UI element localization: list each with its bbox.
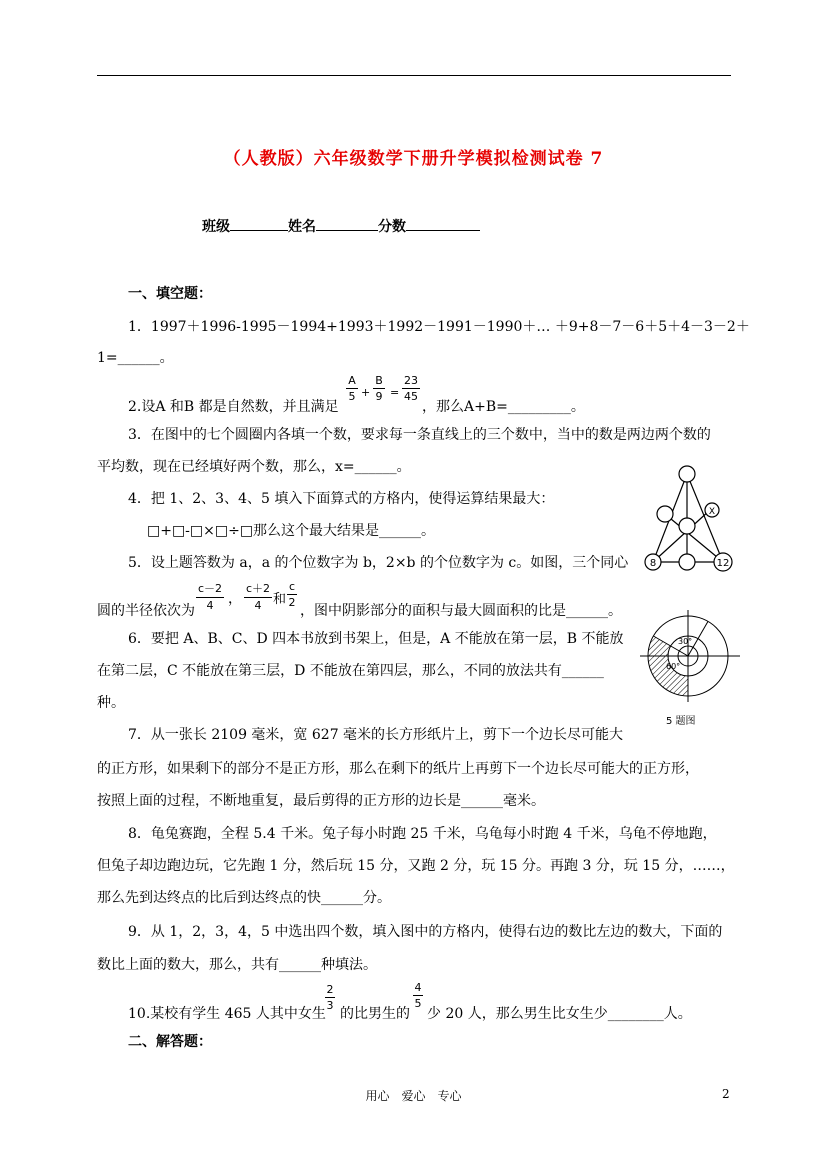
q10-mid: 的比男生的 — [340, 1006, 410, 1022]
q10-frac-1 — [325, 983, 335, 1012]
q2-suffix: ，那么A+B=_________。 — [422, 399, 585, 415]
q5-frac-2-den: 4 — [254, 599, 262, 612]
q2-frac-a-den: 5 — [348, 390, 356, 403]
q10-prefix: 10.某校有学生 465 人其中女生 — [128, 1006, 326, 1022]
q1-line2: 1=______。 — [97, 350, 174, 366]
q6-line3: 种。 — [97, 695, 125, 711]
circle-top — [679, 466, 695, 482]
circle-bottom-mid — [679, 554, 695, 570]
circles-figure — [640, 460, 740, 576]
q2-prefix: 2.设A 和B 都是自然数，并且满足 — [128, 399, 339, 415]
angle-60: 60° — [666, 662, 681, 671]
q8-line1: 8．龟兔赛跑，全程 5.4 千米。兔子每小时跑 25 千米，乌龟每小时跑 4 千米，乌龟不停地跑， — [128, 826, 717, 842]
q3-line2: 平均数，现在已经填好两个数，那么，x=______。 — [97, 459, 411, 475]
q10-frac-2 — [413, 981, 423, 1010]
header-rule — [97, 75, 731, 76]
q7-line1: 7．从一张长 2109 毫米，宽 627 毫米的长方形纸片上，剪下一个边长尽可能大 — [128, 727, 624, 743]
q1-line1: 1．1997＋1996-1995－1994+1993＋1992－1991－1990＋… ＋9+8－7－6＋5＋4－3－2＋ — [128, 319, 750, 335]
q3-line1: 3．在图中的七个圆圈内各填一个数，要求每一条直线上的三个数中，当中的数是两边两个数的 — [128, 427, 711, 443]
q7-line2: 的正方形，如果剩下的部分不是正方形，那么在剩下的纸片上再剪下一个边长尽可能大的正方形， — [97, 761, 699, 777]
q4-line2: □+□-□×□÷□那么这个最大结果是______。 — [147, 523, 436, 539]
score-label: 分数 — [378, 219, 406, 235]
q2-plus: + — [361, 386, 371, 399]
q5-frac-1-num: c－2 — [197, 582, 223, 595]
q10-frac-2-den: 5 — [414, 997, 422, 1010]
q5-frac-1-den: 4 — [206, 599, 214, 612]
q2-frac-c-num: 23 — [404, 374, 418, 387]
q5-frac-1 — [196, 580, 224, 612]
circle-center — [679, 518, 695, 534]
section-fill-in: 一、填空题： — [128, 286, 212, 302]
q2-frac-c-den: 45 — [404, 390, 418, 403]
name-label: 姓名 — [288, 219, 316, 235]
q5-line1: 5．设上题答数为 a，a 的个位数字为 b，2×b 的个位数字为 c。如图，三个同心 — [128, 555, 629, 571]
q2-frac-c — [402, 374, 420, 403]
label-12: 12 — [716, 558, 730, 569]
q8-line2: 但兔子却边跑边玩，它先跑 1 分，然后玩 15 分，又跑 2 分，玩 15 分。再跑 3 分，玩 15 分，……， — [97, 858, 735, 874]
q6-line2: 在第二层，C 不能放在第三层，D 不能放在第四层，那么，不同的放法共有______ — [97, 663, 604, 679]
q2-frac-a-num: A — [348, 374, 356, 387]
q4-line1: 4．把 1、2、3、4、5 填入下面算式的方格内，使得运算结果最大： — [128, 491, 555, 507]
q5-and: 和 — [273, 592, 287, 607]
q10-frac-1-den: 3 — [326, 999, 334, 1012]
score-blank — [406, 230, 480, 231]
q2-frac-a — [346, 374, 358, 403]
student-info — [202, 216, 480, 236]
page-title: （人教版）六年级数学下册升学模拟检测试卷 7 — [223, 149, 604, 169]
q5-frac-3-num: c — [288, 580, 296, 593]
q2-frac-b-num: B — [375, 374, 383, 387]
q9-line1: 9．从 1，2，3，4，5 中选出四个数，填入图中的方格内，使得右边的数比左边的数大，下面的 — [128, 924, 723, 940]
q2-frac-b-den: 9 — [375, 390, 383, 403]
q5-frac-2-num: c＋2 — [245, 582, 271, 595]
page-footer: 用心 爱心 专心 — [365, 1089, 462, 1103]
q9-line2: 数比上面的数大，那么，共有______种填法。 — [97, 957, 377, 973]
concentric-circles-figure — [636, 606, 744, 734]
section-solve: 二、解答题： — [128, 1034, 212, 1050]
q7-line3: 按照上面的过程，不断地重复，最后剪得的正方形的边长是______毫米。 — [97, 793, 545, 809]
q5-frac-3 — [287, 580, 297, 609]
figure-caption: 5 题图 — [666, 716, 696, 727]
circle-left-mid — [657, 506, 673, 522]
q10-suffix: 少 20 人，那么男生比女生少________人。 — [427, 1006, 692, 1022]
q5-frac-2 — [244, 580, 272, 612]
q8-line3: 那么先到达终点的比后到达终点的快______分。 — [97, 890, 391, 906]
q6-line1: 6．要把 A、B、C、D 四本书放到书架上，但是，A 不能放在第一层，B 不能放 — [128, 631, 624, 647]
label-x: X — [708, 507, 716, 517]
name-blank — [316, 230, 378, 231]
page-number: 2 — [722, 1087, 730, 1101]
q5-frac-3-den: 2 — [288, 596, 296, 609]
q10-frac-2-num: 4 — [414, 981, 422, 994]
q5-line2-suffix: ，图中阴影部分的面积与最大圆面积的比是______。 — [300, 603, 622, 619]
q5-line2-prefix: 圆的半径依次为 — [97, 603, 195, 619]
label-8: 8 — [649, 558, 657, 569]
q10-frac-1-num: 2 — [326, 983, 334, 996]
class-label: 班级 — [202, 219, 230, 235]
q5-comma: ， — [228, 591, 242, 607]
angle-30: 30° — [678, 637, 693, 646]
q2-frac-b — [373, 374, 385, 403]
q2-equals: = — [390, 386, 400, 399]
class-blank — [230, 230, 288, 231]
